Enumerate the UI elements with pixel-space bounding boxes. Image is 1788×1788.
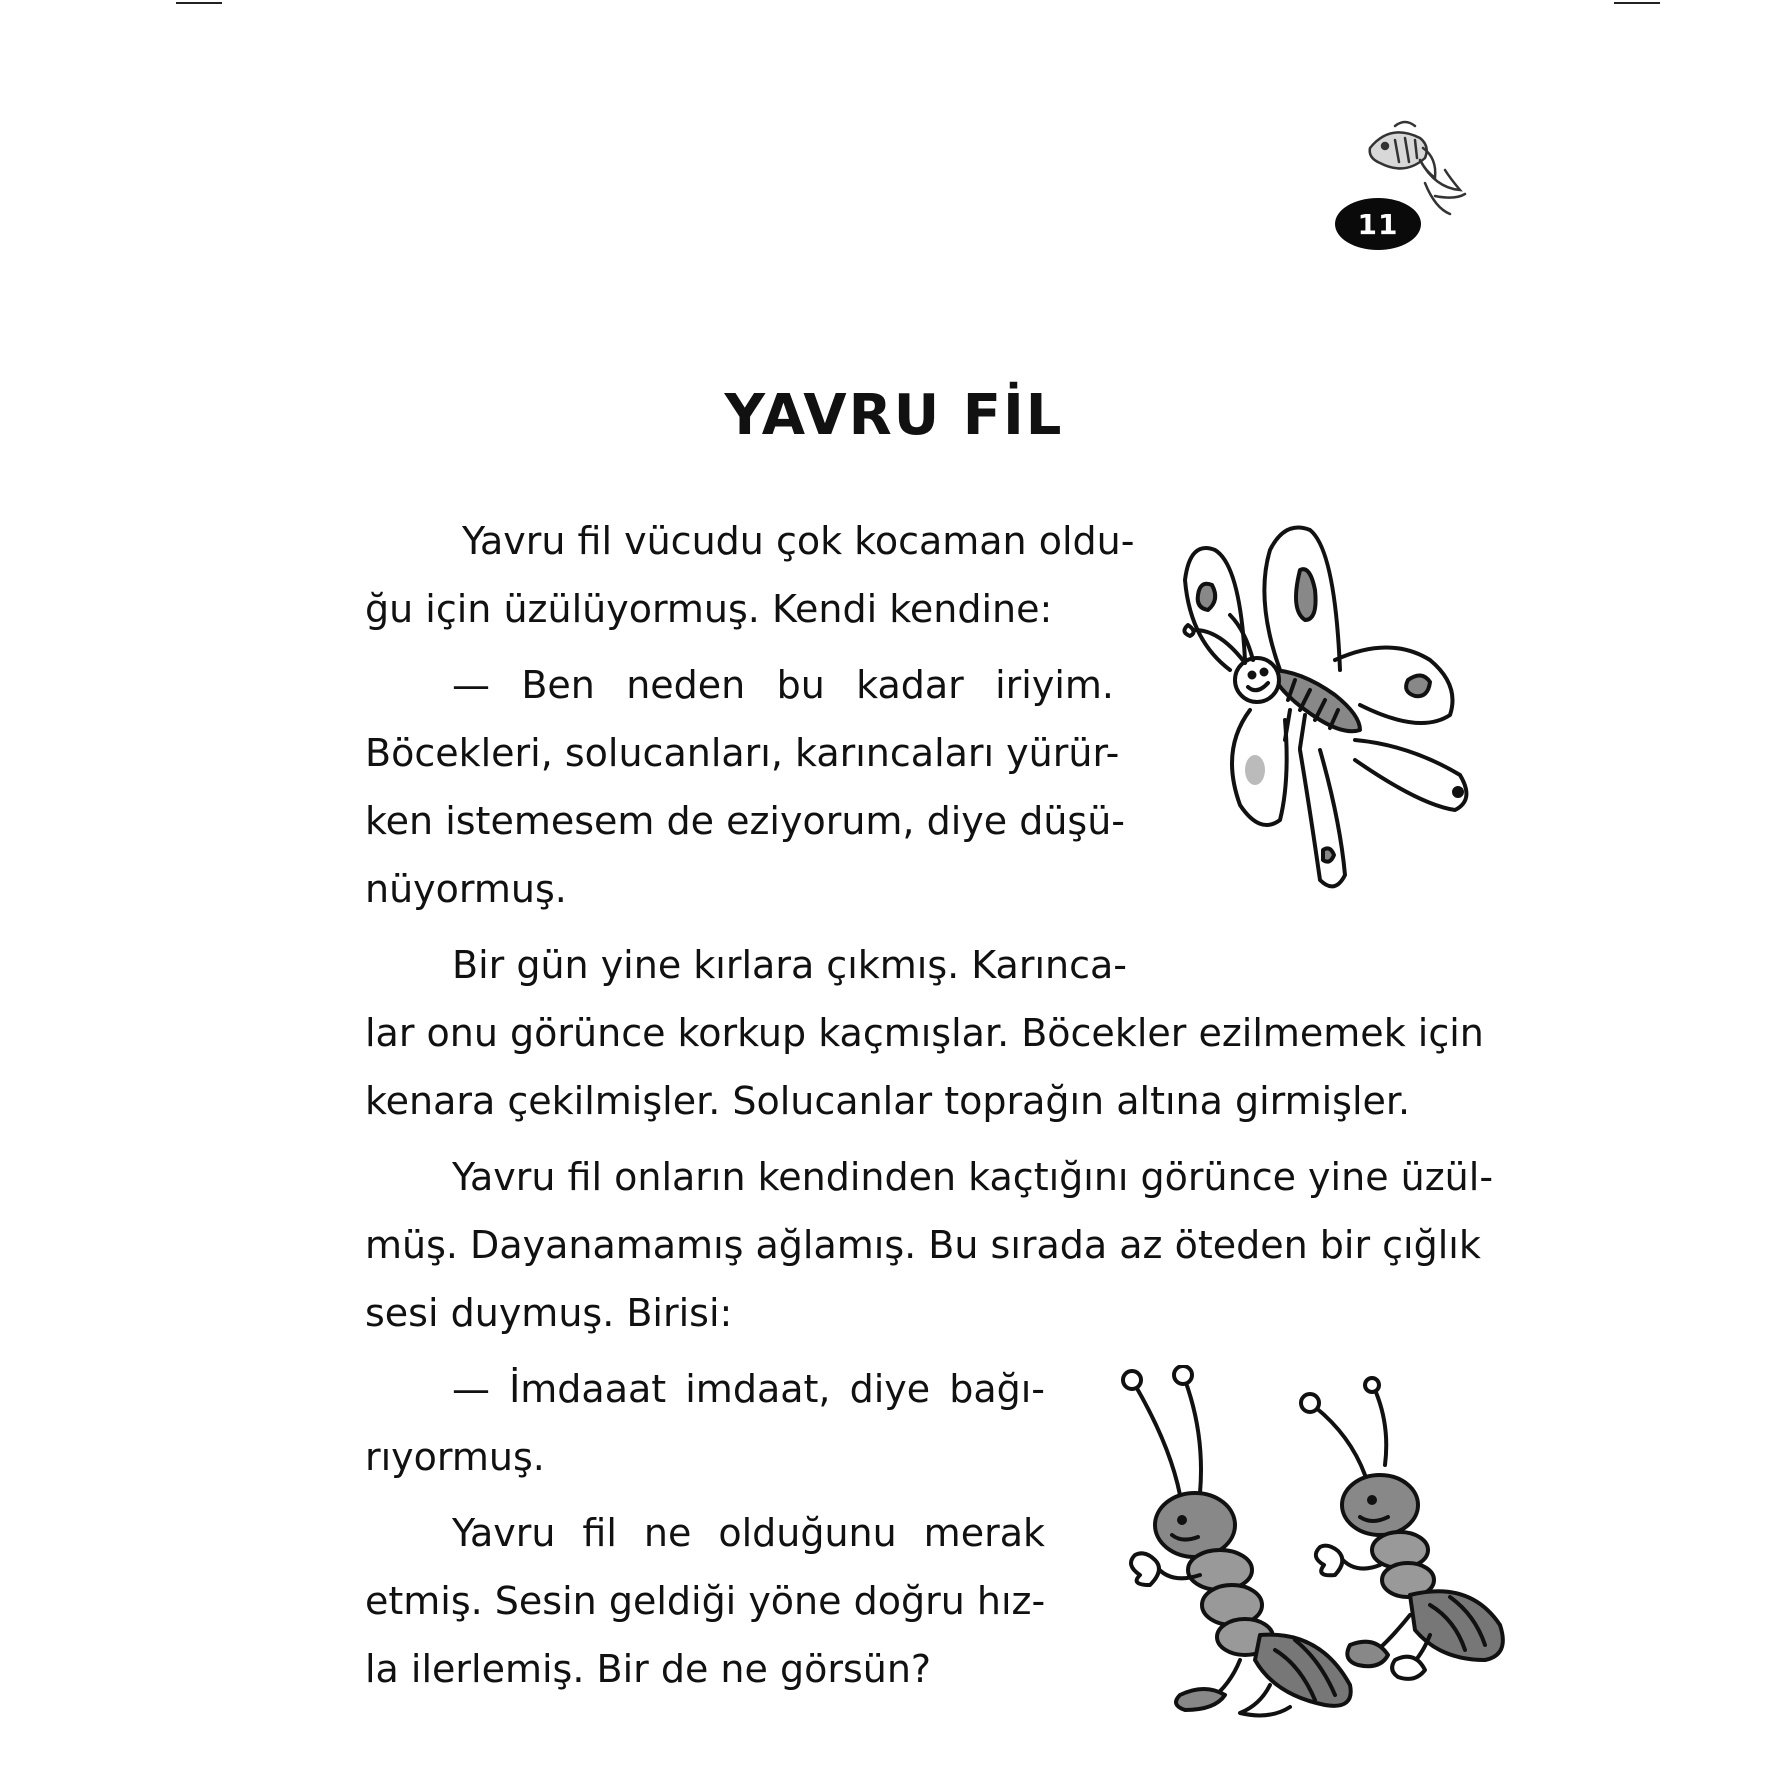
butterfly-illustration (1160, 520, 1510, 890)
story-line: Yavru fil vücudu çok kocaman oldu- (462, 519, 1135, 563)
story-line: Yavru fil onların kendinden kaçtığını görünce yine üzül- (452, 1155, 1494, 1199)
ants-illustration (1110, 1365, 1530, 1725)
page-number: 11 (1335, 198, 1421, 250)
story-line: — İmdaaat imdaat, diye bağı- (452, 1367, 1045, 1411)
story-line: nüyormuş. (365, 867, 567, 911)
story-line: Yavru fil ne olduğunu merak (452, 1511, 1045, 1555)
story-line: ğu için üzülüyormuş. Kendi kendine: (365, 587, 1053, 631)
story-line: kenara çekilmişler. Solucanlar toprağın altına girmişler. (365, 1079, 1411, 1123)
crop-mark-left (176, 2, 222, 4)
story-line: müş. Dayanamamış ağlamış. Bu sırada az öteden bir çığlık (365, 1223, 1481, 1267)
story-line: rıyormuş. (365, 1435, 545, 1479)
story-title: YAVRU FİL (724, 382, 1064, 448)
crop-mark-right (1614, 2, 1660, 4)
story-line: la ilerlemiş. Bir de ne görsün? (365, 1647, 932, 1691)
story-line: Bir gün yine kırlara çıkmış. Karınca- (452, 943, 1127, 987)
story-line: lar onu görünce korkup kaçmışlar. Böcekler ezilmemek için (365, 1011, 1484, 1055)
story-line: etmiş. Sesin geldiği yöne doğru hız- (365, 1579, 1046, 1623)
story-line: Böcekleri, solucanları, karıncaları yürür- (365, 731, 1120, 775)
page-number-group (1335, 118, 1475, 258)
story-line: sesi duymuş. Birisi: (365, 1291, 733, 1335)
story-line: — Ben neden bu kadar iriyim. (452, 663, 1114, 707)
story-line: ken istemesem de eziyorum, diye düşü- (365, 799, 1125, 843)
